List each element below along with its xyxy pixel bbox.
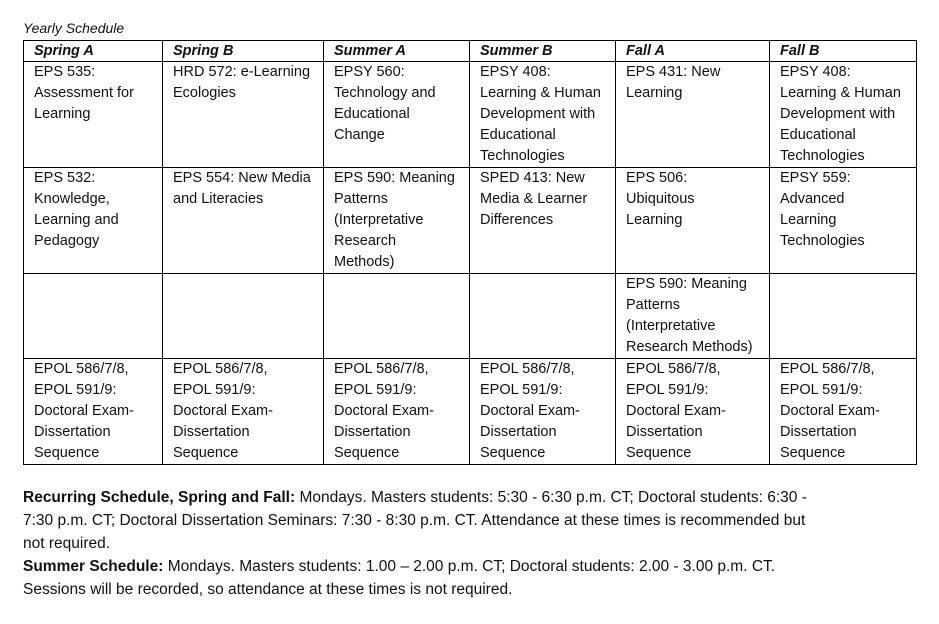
schedule-document	[23, 19, 916, 465]
table-cell: EPOL 586/7/8, EPOL 591/9: Doctoral Exam- Dissertation Sequence	[770, 359, 917, 465]
column-header-spring-a: Spring A	[24, 41, 163, 62]
table-cell: EPSY 408: Learning & Human Development with Educational Technologies	[770, 62, 917, 168]
table-cell: EPOL 586/7/8, EPOL 591/9: Doctoral Exam- Dissertation Sequence	[163, 359, 324, 465]
column-header-spring-b: Spring B	[163, 41, 324, 62]
table-cell: EPS 590: Meaning Patterns (Interpretative Research Methods)	[616, 274, 770, 359]
summer-schedule-note	[23, 555, 823, 601]
recurring-schedule-note	[23, 486, 823, 555]
recurring-schedule-label: Recurring Schedule, Spring and Fall:	[23, 489, 296, 506]
table-row	[24, 274, 917, 359]
table-cell	[470, 274, 616, 359]
table-row	[24, 168, 917, 274]
table-cell: EPS 506: Ubiquitous Learning	[616, 168, 770, 274]
table-cell: EPSY 559: Advanced Learning Technologies	[770, 168, 917, 274]
table-cell: EPOL 586/7/8, EPOL 591/9: Doctoral Exam- Dissertation Sequence	[24, 359, 163, 465]
table-caption: Yearly Schedule	[23, 20, 125, 36]
table-cell	[24, 274, 163, 359]
table-cell: EPS 554: New Media and Literacies	[163, 168, 324, 274]
table-cell: EPSY 408: Learning & Human Development with Educational Technologies	[470, 62, 616, 168]
header-row	[24, 41, 917, 62]
table-cell: SPED 413: New Media & Learner Differences	[470, 168, 616, 274]
column-header-fall-a: Fall A	[616, 41, 770, 62]
table-cell: EPOL 586/7/8, EPOL 591/9: Doctoral Exam- Dissertation Sequence	[470, 359, 616, 465]
table-cell: EPS 590: Meaning Patterns (Interpretative Research Methods)	[324, 168, 470, 274]
schedule-notes	[23, 486, 823, 601]
table-cell: EPSY 560: Technology and Educational Change	[324, 62, 470, 168]
table-cell: EPS 532: Knowledge, Learning and Pedagogy	[24, 168, 163, 274]
table-cell	[163, 274, 324, 359]
yearly-schedule-table	[23, 40, 917, 465]
recurring-schedule-text: Mondays. Masters students: 5:30 - 6:30 p.m. CT; Doctoral students: 6:30 - 7:30 p.m. CT; Doctoral Dissertation Seminars: 7:30 - 8:30 p.m. CT. Attendance at these times is recommended but not required.	[23, 489, 807, 552]
summer-schedule-label: Summer Schedule:	[23, 558, 164, 575]
table-cell	[324, 274, 470, 359]
table-cell: EPS 535: Assessment for Learning	[24, 62, 163, 168]
summer-schedule-text: Mondays. Masters students: 1.00 – 2.00 p.m. CT; Doctoral students: 2.00 - 3.00 p.m. CT. Sessions will be recorded, so attendance at these times is not required.	[23, 558, 776, 598]
table-cell	[770, 274, 917, 359]
table-cell: HRD 572: e-Learning Ecologies	[163, 62, 324, 168]
table-cell: EPS 431: New Learning	[616, 62, 770, 168]
table-cell: EPOL 586/7/8, EPOL 591/9: Doctoral Exam- Dissertation Sequence	[324, 359, 470, 465]
column-header-fall-b: Fall B	[770, 41, 917, 62]
table-row	[24, 62, 917, 168]
table-cell: EPOL 586/7/8, EPOL 591/9: Doctoral Exam- Dissertation Sequence	[616, 359, 770, 465]
table-row	[24, 359, 917, 465]
column-header-summer-b: Summer B	[470, 41, 616, 62]
column-header-summer-a: Summer A	[324, 41, 470, 62]
